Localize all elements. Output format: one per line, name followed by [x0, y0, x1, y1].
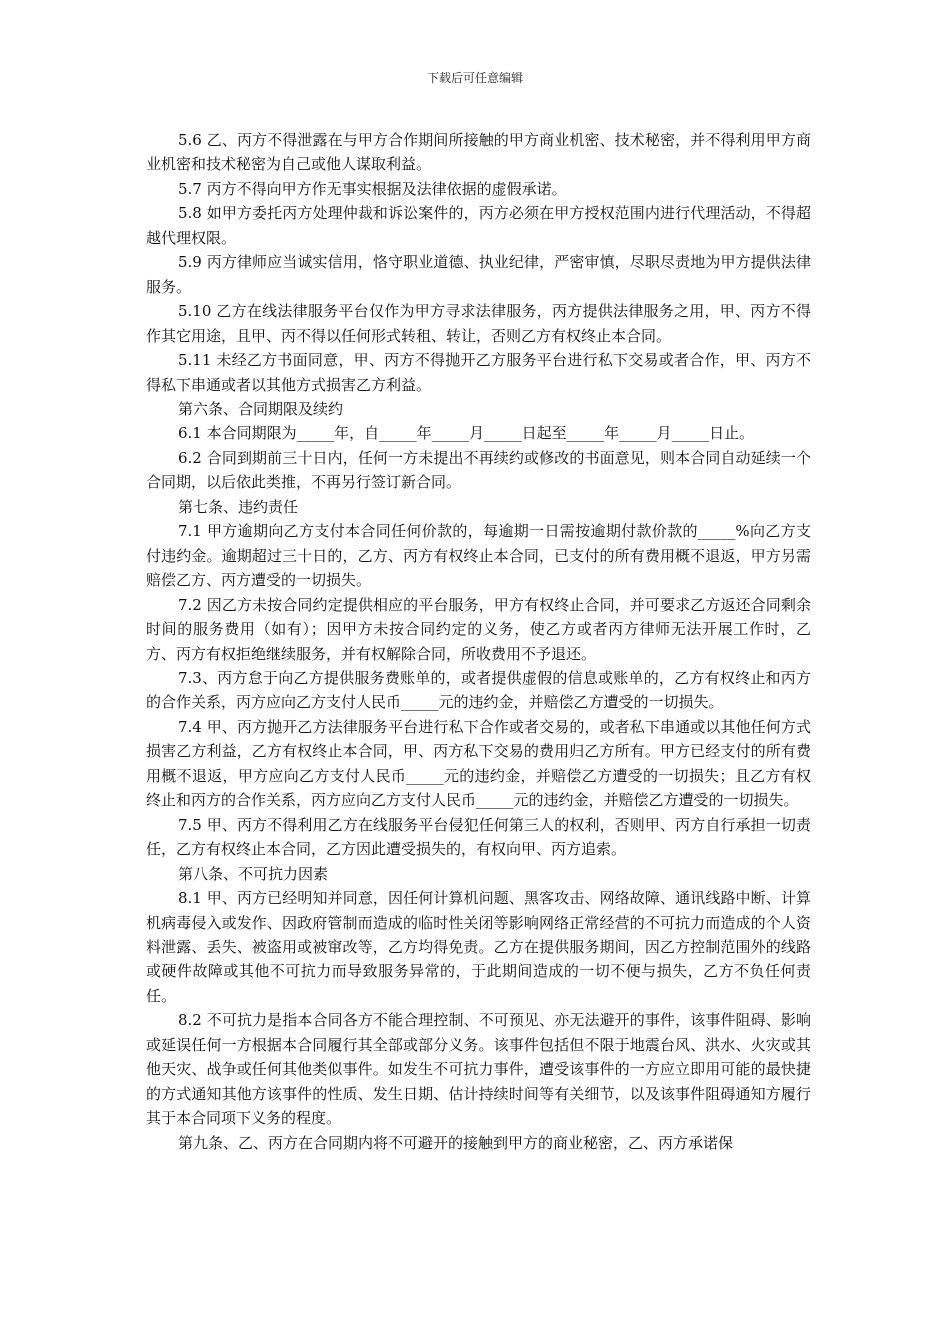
- clause-5-11: 5.11 未经乙方书面同意，甲、丙方不得抛开乙方服务平台进行私下交易或者合作，甲、丙方不得私下串通或者以其他方式损害乙方利益。: [146, 351, 811, 394]
- clause-5-9: 5.9 丙方律师应当诚实信用，恪守职业道德、执业纪律，严密审慎，尽职尽责地为甲方提供法律服务。: [146, 253, 811, 296]
- clause-5-6: 5.6 乙、丙方不得泄露在与甲方合作期间所接触的甲方商业机密、技术秘密，并不得利用甲方商业机密和技术秘密为自己或他人谋取利益。: [146, 131, 811, 174]
- clause-8-2: 8.2 不可抗力是指本合同各方不能合理控制、不可预见、亦无法避开的事件，该事件阻碍、影响或延误任何一方根据本合同履行其全部或部分义务。该事件包括但不限于地震台风、洪水、火灾或其他天灾、战争或任何其他类似事件。如发生不可抗力事件，遭受该事件的一方应立即用可能的最快捷的方式通知其他方该事件的性质、发生日期、估计持续时间等有关细节，以及该事件阻碍通知方履行其于本合同项下义务的程度。: [146, 1011, 811, 1128]
- clause-5-7: 5.7 丙方不得向甲方作无事实根据及法律依据的虚假承诺。: [178, 179, 567, 198]
- article-8-heading: 第八条、不可抗力因素: [178, 864, 329, 883]
- document-body: [146, 128, 811, 1155]
- clause-7-4: 7.4 甲、丙方抛开乙方法律服务平台进行私下合作或者交易的，或者私下串通或以其他任何方式损害乙方利益，乙方有权终止本合同，甲、丙方私下交易的费用归乙方所有。甲方已经支付的所有费用概不退返，甲方应向乙方支付人民币_____元的违约金，并赔偿乙方遭受的一切损失；且乙方有权终止和丙方的合作关系，丙方应向乙方支付人民币_____元的违约金，并赔偿乙方遭受的一切损失。: [146, 717, 811, 810]
- clause-7-3: 7.3、丙方怠于向乙方提供服务费账单的，或者提供虚假的信息或账单的，乙方有权终止和丙方的合作关系，丙方应向乙方支付人民币_____元的违约金，并赔偿乙方遭受的一切损失。: [146, 668, 811, 712]
- clause-6-2: 6.2 合同到期前三十日内，任何一方未提出不再续约或修改的书面意见，则本合同自动延续一个合同期，以后依此类推，不再另行签订新合同。: [146, 448, 811, 492]
- page-header-note: 下载后可任意编辑: [426, 71, 523, 85]
- clause-8-1: 8.1 甲、丙方已经明知并同意，因任何计算机问题、黑客攻击、网络故障、通讯线路中断、计算机病毒侵入或发作、因政府管制而造成的临时性关闭等影响网络正常经营的不可抗力而造成的个人资料泄露、丢失、被盗用或被窜改等，乙方均得免责。乙方在提供服务期间，因乙方控制范围外的线路或硬件故障或其他不可抗力而导致服务异常的，于此期间造成的一切不便与损失，乙方不负任何责任。: [146, 889, 811, 1005]
- clause-6-1: 6.1 本合同期限为_____年，自_____年_____月_____日起至_____年_____月_____日止。: [178, 424, 755, 443]
- clause-7-1: 7.1 甲方逾期向乙方支付本合同任何价款的，每逾期一日需按逾期付款价款的_____%向乙方支付违约金。逾期超过三十日的，乙方、丙方有权终止本合同，已支付的所有费用概不退返，甲方另需赔偿乙方、丙方遭受的一切损失。: [146, 522, 811, 590]
- clause-5-10: 5.10 乙方在线法律服务平台仅作为甲方寻求法律服务，丙方提供法律服务之用，甲、丙方不得作其它用途，且甲、丙不得以任何形式转租、转让，否则乙方有权终止本合同。: [146, 302, 811, 345]
- article-7-heading: 第七条、违约责任: [178, 497, 299, 516]
- clause-7-2: 7.2 因乙方未按合同约定提供相应的平台服务，甲方有权终止合同，并可要求乙方返还合同剩余时间的服务费用（如有）；因甲方未按合同约定的义务，使乙方或者丙方律师无法开展工作时，乙方、丙方有权拒绝继续服务，并有权解除合同，所收费用不予退还。: [146, 595, 811, 663]
- article-9-heading: 第九条、乙、丙方在合同期内将不可避开的接触到甲方的商业秘密，乙、丙方承诺保: [178, 1133, 734, 1152]
- clause-5-8: 5.8 如甲方委托丙方处理仲裁和诉讼案件的，丙方必须在甲方授权范围内进行代理活动，不得超越代理权限。: [146, 204, 811, 247]
- article-6-heading: 第六条、合同期限及续约: [178, 399, 344, 418]
- clause-7-5: 7.5 甲、丙方不得利用乙方在线服务平台侵犯任何第三人的权利，否则甲、丙方自行承担一切责任，乙方有权终止本合同，乙方因此遭受损失的，有权向甲、丙方追索。: [146, 815, 811, 859]
